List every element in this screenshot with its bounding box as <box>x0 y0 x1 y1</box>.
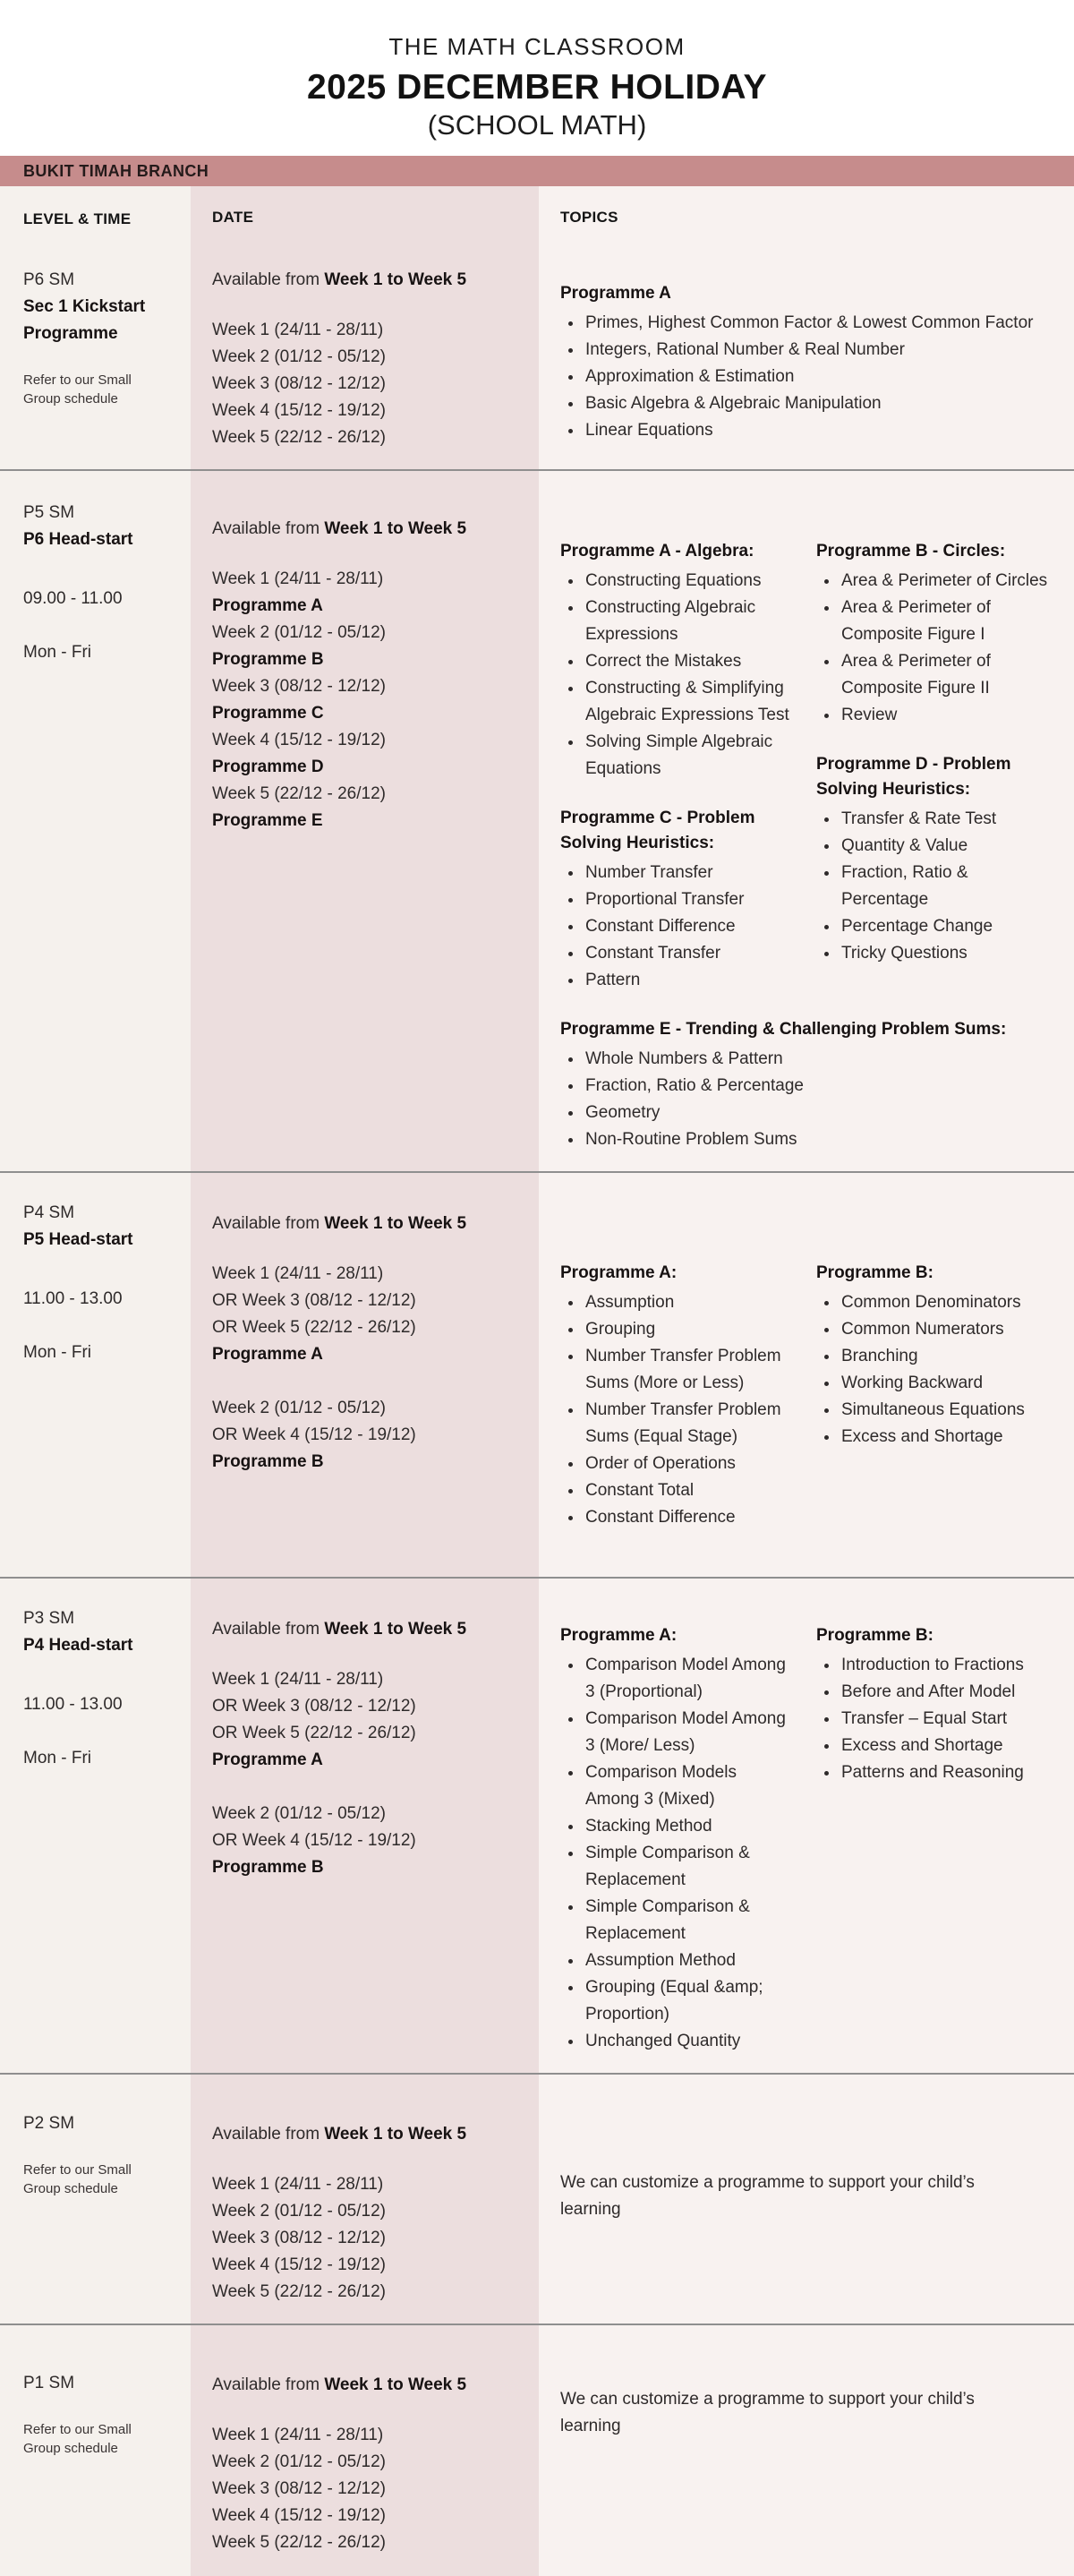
topic-item: • Constructing Equations <box>584 568 789 595</box>
availability-line <box>212 1211 521 1237</box>
topic-list <box>560 1046 1053 1153</box>
week-item: Week 4 (15/12 - 19/12) <box>212 731 386 749</box>
topic-item: • Linear Equations <box>584 417 1053 444</box>
topic-list <box>816 806 1053 967</box>
title-brand: THE MATH CLASSROOM <box>388 33 686 60</box>
week-item: OR Week 4 (15/12 - 19/12) <box>212 1831 416 1850</box>
topic-section-heading: Programme B: <box>816 1626 933 1645</box>
topic-item: • Area & Perimeter of Composite Figure II <box>840 648 1053 702</box>
topic-item: • Constructing & Simplifying Algebraic Expressions Test <box>584 675 789 729</box>
week-item: Week 5 (22/12 - 26/12) <box>212 2533 386 2552</box>
topic-section-heading: Programme D - Problem Solving Heuristics: <box>816 755 1011 799</box>
topic-column-left <box>560 539 789 994</box>
topic-column-right <box>816 1623 1053 1786</box>
schedule-row-p3 <box>0 1579 1074 2075</box>
title-sub: (SCHOOL MATH) <box>427 109 647 141</box>
topic-section <box>560 1261 789 1531</box>
availability-line <box>212 2121 521 2148</box>
level-programme-name: P6 Head-start <box>23 530 133 549</box>
topic-item: • Proportional Transfer <box>584 886 789 913</box>
column-header-date: DATE <box>191 186 539 249</box>
programme-label: Programme D <box>212 757 324 776</box>
topic-item: • Excess and Shortage <box>840 1733 1053 1759</box>
topic-item: • Percentage Change <box>840 913 1053 940</box>
week-item: OR Week 3 (08/12 - 12/12) <box>212 1291 416 1310</box>
column-header-topics: TOPICS <box>539 186 1074 249</box>
availability-line <box>212 267 521 294</box>
programme-label: Programme B <box>212 1452 324 1471</box>
level-time-range: 11.00 - 13.00 <box>23 1695 123 1714</box>
week-item: OR Week 3 (08/12 - 12/12) <box>212 1697 416 1716</box>
availability-line <box>212 516 521 543</box>
week-item: Week 3 (08/12 - 12/12) <box>212 2229 386 2247</box>
topic-section-heading: Programme C - Problem Solving Heuristics: <box>560 809 755 852</box>
date-option-group <box>212 1666 521 1774</box>
week-item: Week 2 (01/12 - 05/12) <box>212 2452 386 2471</box>
topic-section-heading: Programme E - Trending & Challenging Problem Sums: <box>560 1020 1007 1039</box>
topic-item: • Approximation & Estimation <box>584 364 1053 390</box>
topic-item: • Quantity & Value <box>840 833 1053 860</box>
topic-item: • Area & Perimeter of Composite Figure I <box>840 595 1053 648</box>
topic-section <box>560 806 789 994</box>
level-cell <box>0 1579 191 2073</box>
topic-section <box>816 1261 1053 1451</box>
level-cell <box>0 249 191 469</box>
topic-item: • Solving Simple Algebraic Equations <box>584 729 789 783</box>
topic-item: • Common Denominators <box>840 1289 1053 1316</box>
level-cell <box>0 2075 191 2324</box>
level-code: P5 SM <box>23 503 75 522</box>
topic-item: • Grouping <box>584 1316 789 1343</box>
availability-range: Week 1 to Week 5 <box>324 1214 467 1233</box>
schedule-row-p2 <box>0 2075 1074 2325</box>
level-days: Mon - Fri <box>23 643 91 662</box>
topic-item: • Number Transfer <box>584 860 789 886</box>
level-days: Mon - Fri <box>23 1749 91 1767</box>
topic-item: • Number Transfer Problem Sums (Equal Stage) <box>584 1397 789 1451</box>
topic-list <box>560 568 789 783</box>
topic-item: • Simple Comparison & Replacement <box>584 1894 789 1947</box>
level-days: Mon - Fri <box>23 1343 91 1362</box>
topic-item: • Excess and Shortage <box>840 1424 1053 1451</box>
week-item: Week 3 (08/12 - 12/12) <box>212 374 386 393</box>
level-programme-name: Sec 1 Kickstart Programme <box>23 297 146 343</box>
topic-item: • Primes, Highest Common Factor & Lowest Common Factor <box>584 310 1053 337</box>
topic-item: • Introduction to Fractions <box>840 1652 1053 1679</box>
week-item: Week 1 (24/11 - 28/11) <box>212 1264 384 1283</box>
date-option-group <box>212 1801 521 1881</box>
topic-list <box>816 1652 1053 1786</box>
level-time-range: 11.00 - 13.00 <box>23 1289 123 1308</box>
topic-item: • Grouping (Equal &amp; Proportion) <box>584 1974 789 2028</box>
schedule-row-p5 <box>0 471 1074 1173</box>
level-code: P2 SM <box>23 2114 75 2133</box>
column-header-level-time: LEVEL & TIME <box>0 186 191 249</box>
topic-column-left <box>560 1261 789 1531</box>
availability-prefix: Available from <box>212 1214 325 1233</box>
page-title <box>0 0 1074 141</box>
topic-list <box>560 860 789 994</box>
topic-item: • Fraction, Ratio & Percentage <box>840 860 1053 913</box>
topic-item: • Assumption Method <box>584 1947 789 1974</box>
week-list <box>212 317 521 451</box>
topic-section <box>560 281 1053 444</box>
topic-section <box>560 1623 789 2055</box>
topics-cell <box>539 471 1074 1171</box>
level-cell <box>0 1173 191 1577</box>
topic-section-heading: Programme A: <box>560 1626 678 1645</box>
topic-columns <box>560 1261 1053 1531</box>
level-programme-name: P5 Head-start <box>23 1230 133 1249</box>
availability-prefix: Available from <box>212 1620 325 1639</box>
topic-item: • Branching <box>840 1343 1053 1370</box>
week-item: Week 2 (01/12 - 05/12) <box>212 1804 386 1823</box>
topic-item: • Common Numerators <box>840 1316 1053 1343</box>
topic-section <box>560 1017 1053 1153</box>
level-code: P6 SM <box>23 270 75 289</box>
week-item: OR Week 5 (22/12 - 26/12) <box>212 1318 416 1337</box>
topic-section-heading: Programme B: <box>816 1263 933 1282</box>
week-programme-list <box>212 566 521 834</box>
table-header-row <box>0 186 1074 249</box>
topic-item: • Area & Perimeter of Circles <box>840 568 1053 595</box>
week-item: Week 1 (24/11 - 28/11) <box>212 321 384 339</box>
topic-item: • Comparison Models Among 3 (Mixed) <box>584 1759 789 1813</box>
week-item: Week 2 (01/12 - 05/12) <box>212 347 386 366</box>
programme-label: Programme E <box>212 811 323 830</box>
week-item: Week 1 (24/11 - 28/11) <box>212 569 384 588</box>
level-time-range: 09.00 - 11.00 <box>23 589 123 608</box>
topic-section-heading: Programme A - Algebra: <box>560 542 754 561</box>
week-list <box>212 2422 521 2556</box>
topic-item: • Pattern <box>584 967 789 994</box>
availability-prefix: Available from <box>212 519 325 538</box>
week-item: Week 4 (15/12 - 19/12) <box>212 401 386 420</box>
topic-item: • Integers, Rational Number & Real Number <box>584 337 1053 364</box>
programme-label: Programme A <box>212 1750 323 1769</box>
topic-section-heading: Programme B - Circles: <box>816 542 1006 561</box>
topic-list <box>560 1652 789 2055</box>
week-item: Week 1 (24/11 - 28/11) <box>212 2175 384 2194</box>
date-option-group <box>212 1395 521 1476</box>
topic-list <box>560 310 1053 444</box>
topic-column-left <box>560 1623 789 2055</box>
topic-item: • Whole Numbers & Pattern <box>584 1046 1053 1073</box>
topic-item: • Before and After Model <box>840 1679 1053 1706</box>
date-cell <box>191 249 539 469</box>
programme-label: Programme A <box>212 1345 323 1364</box>
topic-item: • Fraction, Ratio & Percentage <box>584 1073 1053 1100</box>
date-cell <box>191 2075 539 2324</box>
topic-item: • Number Transfer Problem Sums (More or Less) <box>584 1343 789 1397</box>
topic-item: • Comparison Model Among 3 (Proportional) <box>584 1652 789 1706</box>
topic-item: • Constant Difference <box>584 913 789 940</box>
availability-prefix: Available from <box>212 270 325 289</box>
week-item: Week 5 (22/12 - 26/12) <box>212 2282 386 2301</box>
week-item: Week 1 (24/11 - 28/11) <box>212 2426 384 2444</box>
week-item: Week 4 (15/12 - 19/12) <box>212 2506 386 2525</box>
week-item: Week 5 (22/12 - 26/12) <box>212 428 386 447</box>
availability-line <box>212 1616 521 1643</box>
topics-cell <box>539 1579 1074 2073</box>
title-main: 2025 DECEMBER HOLIDAY <box>306 68 768 107</box>
schedule-row-p6 <box>0 249 1074 471</box>
date-cell <box>191 1173 539 1577</box>
week-item: Week 4 (15/12 - 19/12) <box>212 2255 386 2274</box>
topic-column-right <box>816 539 1053 967</box>
topics-cell <box>539 249 1074 469</box>
topic-column-right <box>816 1261 1053 1451</box>
level-note: Refer to our Small Group schedule <box>23 2162 132 2196</box>
topic-item: • Transfer – Equal Start <box>840 1706 1053 1733</box>
customize-message: We can customize a programme to support your child’s learning <box>560 2173 975 2219</box>
level-cell <box>0 2325 191 2576</box>
level-code: P1 SM <box>23 2374 75 2392</box>
programme-label: Programme B <box>212 650 324 669</box>
week-item: Week 3 (08/12 - 12/12) <box>212 677 386 696</box>
week-list <box>212 1801 521 1854</box>
topic-columns <box>560 1623 1053 2055</box>
level-note: Refer to our Small Group schedule <box>23 2422 132 2456</box>
topic-columns <box>560 539 1053 994</box>
availability-range: Week 1 to Week 5 <box>324 1620 467 1639</box>
topic-item: • Simple Comparison & Replacement <box>584 1840 789 1894</box>
week-item: Week 2 (01/12 - 05/12) <box>212 623 386 642</box>
topic-item: • Unchanged Quantity <box>584 2028 789 2055</box>
topic-section-heading: Programme A: <box>560 1263 678 1282</box>
topic-item: • Review <box>840 702 1053 729</box>
programme-label: Programme A <box>212 596 323 615</box>
availability-range: Week 1 to Week 5 <box>324 270 467 289</box>
topic-item: • Working Backward <box>840 1370 1053 1397</box>
week-item: Week 3 (08/12 - 12/12) <box>212 2479 386 2498</box>
week-item: OR Week 5 (22/12 - 26/12) <box>212 1724 416 1742</box>
topic-item: • Correct the Mistakes <box>584 648 789 675</box>
topics-cell <box>539 2325 1074 2576</box>
date-option-group <box>212 1261 521 1368</box>
availability-range: Week 1 to Week 5 <box>324 2375 467 2394</box>
week-item: Week 5 (22/12 - 26/12) <box>212 784 386 803</box>
availability-range: Week 1 to Week 5 <box>324 519 467 538</box>
level-code: P3 SM <box>23 1609 75 1628</box>
availability-range: Week 1 to Week 5 <box>324 2125 467 2144</box>
topic-item: • Tricky Questions <box>840 940 1053 967</box>
topic-section <box>816 752 1053 967</box>
branch-banner: BUKIT TIMAH BRANCH <box>0 156 1074 186</box>
topic-item: • Constructing Algebraic Expressions <box>584 595 789 648</box>
schedule-row-p4 <box>0 1173 1074 1579</box>
week-item: Week 2 (01/12 - 05/12) <box>212 1399 386 1417</box>
topic-item: • Comparison Model Among 3 (More/ Less) <box>584 1706 789 1759</box>
week-list <box>212 1395 521 1449</box>
topic-section <box>816 539 1053 729</box>
programme-label: Programme C <box>212 704 324 723</box>
topic-item: • Assumption <box>584 1289 789 1316</box>
topic-section-heading: Programme A <box>560 284 671 303</box>
topic-item: • Geometry <box>584 1100 1053 1126</box>
topic-item: • Constant Total <box>584 1477 789 1504</box>
topic-item: • Simultaneous Equations <box>840 1397 1053 1424</box>
topic-list <box>816 568 1053 729</box>
topic-item: • Constant Difference <box>584 1504 789 1531</box>
topic-item: • Basic Algebra & Algebraic Manipulation <box>584 390 1053 417</box>
topic-item: • Order of Operations <box>584 1451 789 1477</box>
topic-list <box>816 1289 1053 1451</box>
topic-section <box>816 1623 1053 1786</box>
date-cell <box>191 2325 539 2576</box>
week-item: OR Week 4 (15/12 - 19/12) <box>212 1425 416 1444</box>
date-cell <box>191 471 539 1171</box>
availability-prefix: Available from <box>212 2375 325 2394</box>
availability-line <box>212 2372 521 2399</box>
topic-item: • Transfer & Rate Test <box>840 806 1053 833</box>
topic-item: • Stacking Method <box>584 1813 789 1840</box>
topic-item: • Patterns and Reasoning <box>840 1759 1053 1786</box>
topic-item: • Non-Routine Problem Sums <box>584 1126 1053 1153</box>
date-cell <box>191 1579 539 2073</box>
availability-prefix: Available from <box>212 2125 325 2144</box>
programme-label: Programme B <box>212 1858 324 1877</box>
week-list <box>212 1666 521 1747</box>
topic-section <box>560 539 789 783</box>
topic-list <box>560 1289 789 1531</box>
week-list <box>212 1261 521 1341</box>
topics-cell <box>539 1173 1074 1577</box>
schedule-row-p1 <box>0 2325 1074 2576</box>
topic-item: • Constant Transfer <box>584 940 789 967</box>
level-code: P4 SM <box>23 1203 75 1222</box>
level-cell <box>0 471 191 1171</box>
level-programme-name: P4 Head-start <box>23 1636 133 1655</box>
week-item: Week 1 (24/11 - 28/11) <box>212 1670 384 1689</box>
level-note: Refer to our Small Group schedule <box>23 372 132 407</box>
customize-message: We can customize a programme to support your child’s learning <box>560 2390 975 2435</box>
topics-cell <box>539 2075 1074 2324</box>
week-item: Week 2 (01/12 - 05/12) <box>212 2202 386 2221</box>
week-list <box>212 2171 521 2306</box>
